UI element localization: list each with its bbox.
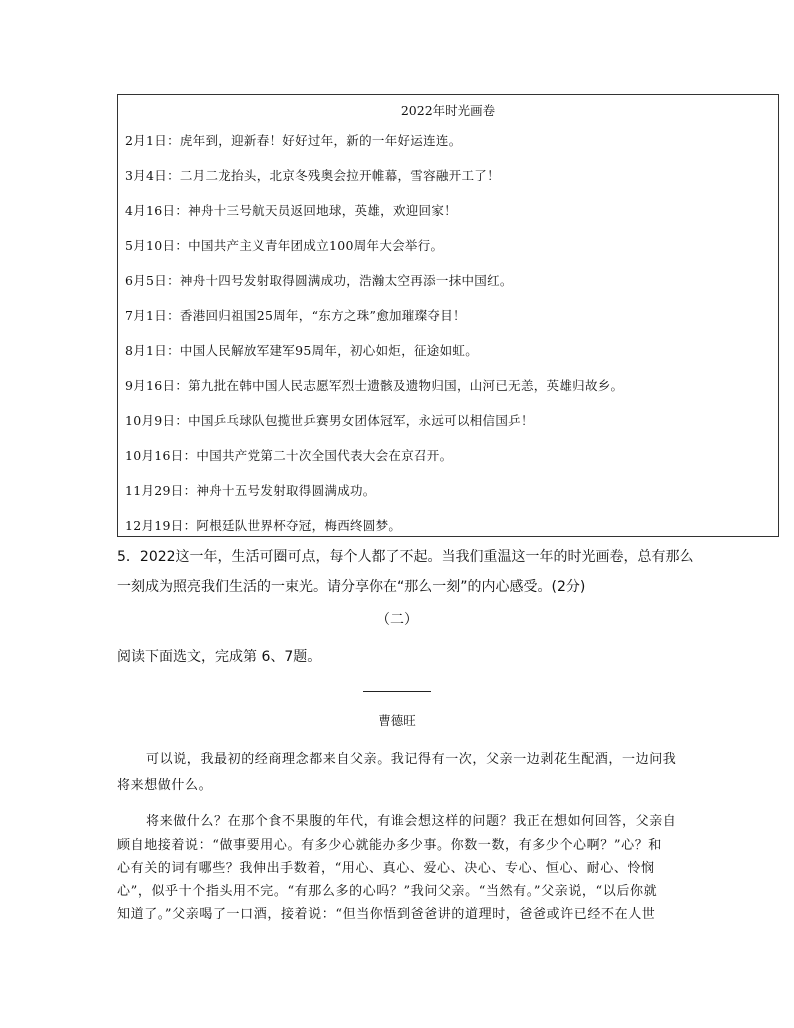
timeline-entry: 10月9日：中国乒乓球队包揽世乒赛男女团体冠军，永远可以相信国乒！ (125, 413, 534, 428)
question-5-line-2: 一刻成为照亮我们生活的一束光。请分享你在“那么一刻”的内心感受。(2分) (117, 579, 586, 595)
timeline-entry: 2月1日：虎年到，迎新春！好好过年，新的一年好运连连。 (125, 133, 462, 148)
timeline-entry: 4月16日：神舟十三号航天员返回地球，英雄，欢迎回家！ (125, 203, 457, 218)
timeline-box (117, 94, 779, 537)
passage-line: 心有关的词有哪些？我伸出手数着，“用心、真心、爱心、决心、专心、恒心、耐心、怜悯 (117, 861, 655, 876)
timeline-entry: 7月1日：香港回归祖国25周年，“东方之珠”愈加璀璨夺目！ (125, 308, 466, 323)
question-5-line-1: 5．2022这一年，生活可圈可点，每个人都了不起。当我们重温这一年的时光画卷，总有那么 (117, 549, 694, 565)
timeline-entry: 6月5日：神舟十四号发射取得圆满成功，浩瀚太空再添一抹中国红。 (125, 273, 513, 288)
passage-line: 知道了。”父亲喝了一口酒，接着说：“但当你悟到爸爸讲的道理时，爸爸或许已经不在人世 (117, 907, 656, 922)
passage-line: 顾自地接着说：“做事要用心。有多少心就能办多少事。你数一数，有多少个心啊？”心？和 (117, 838, 662, 853)
passage-line: 可以说，我最初的经商理念都来自父亲。我记得有一次，父亲一边剥花生配酒，一边问我 (146, 752, 677, 767)
section-instruction: 阅读下面选文，完成第 6、7题。 (117, 649, 322, 665)
timeline-entry: 9月16日：第九批在韩中国人民志愿军烈士遗骸及遗物归国，山河已无恙，英雄归故乡。 (125, 378, 624, 393)
passage-line: 将来做什么？在那个食不果腹的年代，有谁会想这样的问题？我正在想如何回答，父亲自 (146, 814, 677, 829)
passage-line: 将来想做什么。 (117, 778, 213, 793)
title-blank-line (363, 691, 431, 692)
timeline-entry: 8月1日：中国人民解放军建军95周年，初心如炬，征途如虹。 (125, 343, 479, 358)
passage-line: 心”，似乎十个指头用不完。“有那么多的心吗？”我问父亲。“当然有。”父亲说，“以后你就 (117, 884, 658, 899)
timeline-title: 2022年时光画卷 (400, 103, 496, 118)
section-number: （二） (376, 612, 418, 628)
timeline-entry: 3月4日：二月二龙抬头，北京冬残奥会拉开帷幕，雪容融开工了！ (125, 168, 500, 183)
timeline-entry: 5月10日：中国共产主义青年团成立100周年大会举行。 (125, 238, 444, 253)
passage-author: 曹德旺 (378, 713, 416, 728)
timeline-entry: 10月16日：中国共产党第二十次全国代表大会在京召开。 (125, 448, 453, 463)
timeline-entry: 12月19日：阿根廷队世界杯夺冠，梅西终圆梦。 (125, 518, 402, 533)
timeline-entry: 11月29日：神舟十五号发射取得圆满成功。 (125, 483, 376, 498)
